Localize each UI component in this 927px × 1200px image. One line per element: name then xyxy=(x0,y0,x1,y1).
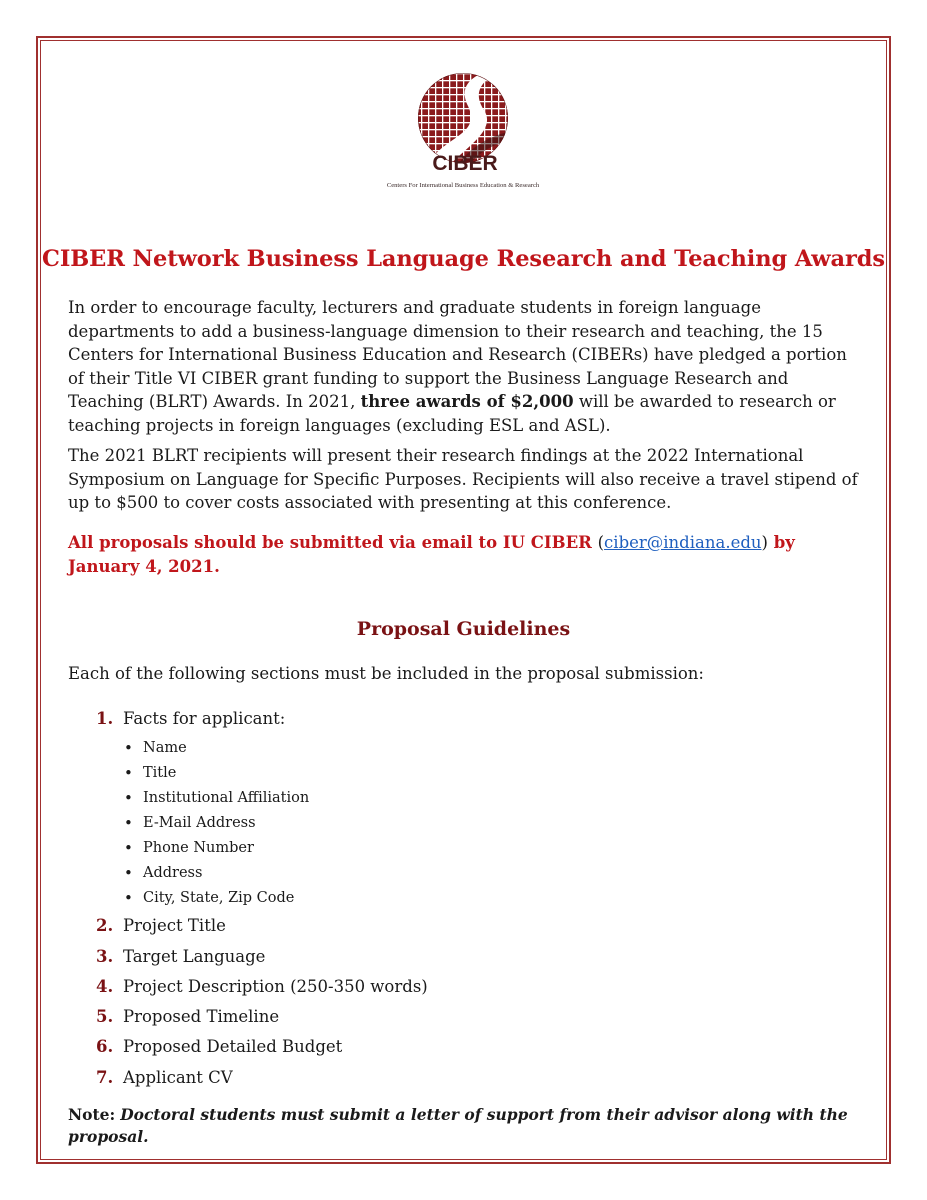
section-number: 7. xyxy=(96,1067,114,1087)
fact-item: • Name xyxy=(123,736,796,761)
fact-item: • Institutional Affiliation xyxy=(123,786,796,811)
close-paren: ) xyxy=(761,533,768,552)
intro-text-start: In order to encourage faculty, lecturers and graduate students in foreign language departments to add a business-language dimension to their research and teaching, the 15 Centers for International Business Education and Research (CIBERs) have pledged a portion of their Title VI CIBER grant funding to support the Business Language Research and Teaching (BLRT) Awards. In 2021, xyxy=(68,298,847,411)
submission-text-start: All proposals should be submitted via email to IU CIBER xyxy=(68,533,598,552)
sections-list xyxy=(96,704,796,1093)
section-label: Project Description (250-350 words) xyxy=(123,976,428,996)
section-item xyxy=(96,704,796,911)
section-label: Applicant CV xyxy=(123,1067,233,1087)
intro-text-end: will be awarded to research or teaching projects in foreign languages (excluding ESL and ASL). xyxy=(68,392,836,435)
section-label: Target Language xyxy=(123,946,266,966)
doctoral-note xyxy=(68,1104,848,1148)
logo-brand: CIBER xyxy=(432,152,498,175)
section-label: Project Title xyxy=(123,916,226,936)
recipients-paragraph: The 2021 BLRT recipients will present their research findings at the 2022 International Symposium on Language for Specific Purposes. Recipients will also receive a travel stipend of up to $500 to cover costs associated with presenting at this conference. xyxy=(68,446,858,512)
guidelines-heading: Proposal Guidelines xyxy=(356,618,571,640)
section-label: Facts for applicant: xyxy=(123,709,286,728)
applicant-facts-list xyxy=(123,736,796,911)
fact-item: • E-Mail Address xyxy=(123,811,796,836)
section-number: 1. xyxy=(96,709,114,728)
fact-item: • Title xyxy=(123,761,796,786)
email-link[interactable]: ciber@indiana.edu xyxy=(604,533,762,552)
section-item xyxy=(96,1002,796,1032)
section-number: 3. xyxy=(96,946,114,966)
fact-item: • City, State, Zip Code xyxy=(123,886,796,911)
section-number: 2. xyxy=(96,916,114,936)
page-title: CIBER Network Business Language Research and Teaching Awards xyxy=(42,246,885,272)
note-text: Doctoral students must submit a letter of support from their advisor along with the proposal. xyxy=(68,1105,848,1146)
intro-paragraph xyxy=(68,296,868,437)
section-item xyxy=(96,972,796,1002)
section-number: 5. xyxy=(96,1007,114,1027)
section-number: 6. xyxy=(96,1037,114,1057)
intro-award-highlight: three awards of $2,000 xyxy=(360,392,574,411)
open-paren: ( xyxy=(597,533,605,552)
logo-tagline: Centers For International Business Education & Research xyxy=(386,182,540,189)
section-label: Proposed Timeline xyxy=(123,1007,280,1027)
guidelines-intro: Each of the following sections must be included in the proposal submission: xyxy=(68,664,704,683)
section-item xyxy=(96,1032,796,1062)
section-item xyxy=(96,1063,796,1093)
ciber-logo xyxy=(372,66,554,194)
fact-item: • Address xyxy=(123,861,796,886)
section-item xyxy=(96,942,796,972)
section-label: Proposed Detailed Budget xyxy=(123,1037,343,1057)
fact-item: • Phone Number xyxy=(123,836,796,861)
submission-notice xyxy=(68,531,868,578)
submission-deadline: by January 4, 2021. xyxy=(68,533,795,576)
section-item xyxy=(96,911,796,941)
note-label: Note: xyxy=(68,1105,116,1124)
section-number: 4. xyxy=(96,976,114,996)
